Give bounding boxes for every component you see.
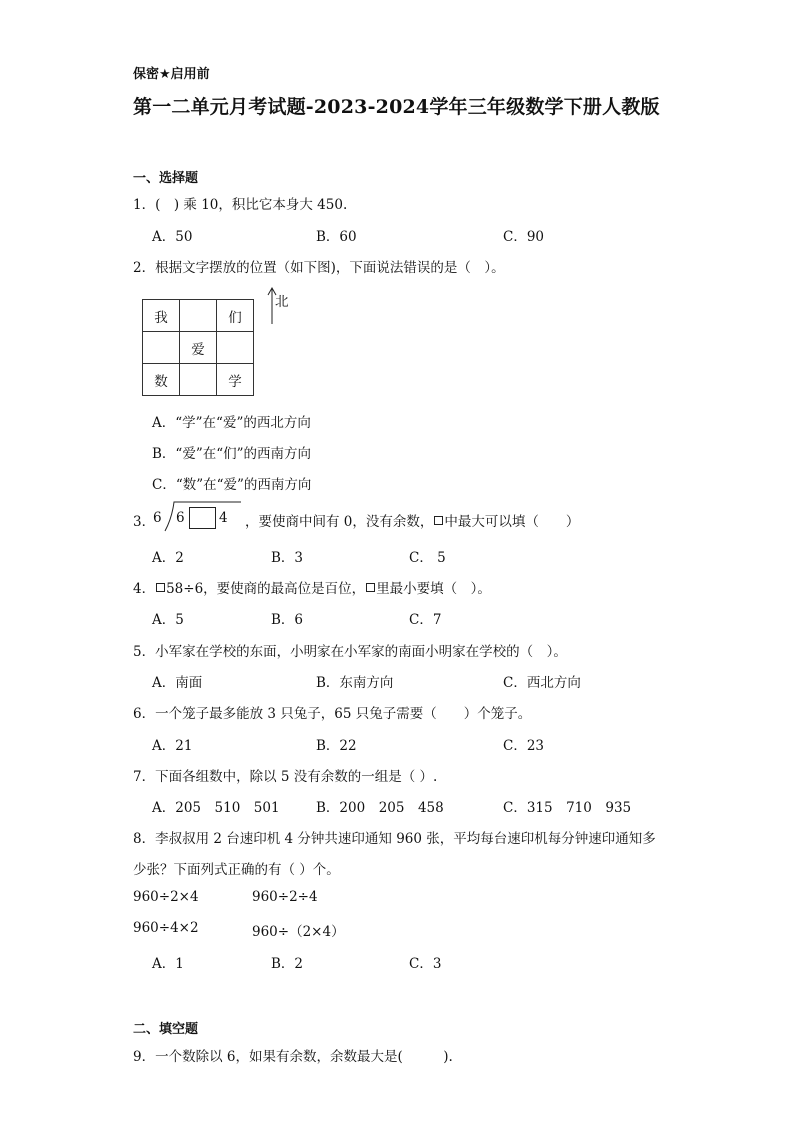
question-3-number: 3． (133, 514, 156, 530)
q3-option-c: C． 5 (409, 550, 446, 566)
q7-option-b: B．200 205 458 (316, 800, 444, 816)
grid-cell: 爱 (180, 332, 217, 364)
q4-option-a: A．5 (152, 612, 184, 628)
word-grid (142, 299, 254, 396)
q8-expression-3: 960÷4×2 (133, 920, 199, 936)
q4-option-c: C．7 (409, 612, 442, 628)
question-7: 7．下面各组数中，除以 5 没有余数的一组是（ ）. (133, 769, 438, 785)
q4-text-part-1: 4． (133, 581, 156, 597)
q2-option-b: B．“爱”在“们”的西南方向 (152, 446, 312, 462)
q8-expression-1: 960÷2×4 (133, 889, 199, 905)
question-8-line-1: 8．李叔叔用 2 台速印机 4 分钟共速印通知 960 张，平均每台速印机每分钟速印通知多 (133, 831, 656, 847)
q5-option-c: C．西北方向 (503, 675, 581, 691)
q7-option-a: A．205 510 501 (152, 800, 280, 816)
q7-option-c: C．315 710 935 (503, 800, 632, 816)
q3-text-part-2: 中最大可以填（ ） (444, 514, 580, 530)
grid-cell: 我 (143, 300, 180, 332)
question-2: 2．根据文字摆放的位置（如下图)，下面说法错误的是（ ）。 (133, 260, 505, 276)
q6-option-a: A．21 (152, 738, 193, 754)
q8-expression-4: 960÷（2×4） (252, 924, 345, 940)
section-choice-heading: 一、选择题 (133, 171, 199, 186)
grid-cell (180, 364, 217, 396)
q3-divisor: 6 (153, 510, 162, 526)
q8-option-a: A．1 (152, 956, 184, 972)
q4-text-part-2: 58÷6，要使商的最高位是百位， (166, 581, 366, 597)
question-8-line-2: 少张？下面列式正确的有（ ）个。 (133, 862, 340, 878)
grid-cell: 数 (143, 364, 180, 396)
section-fill-heading: 二、填空题 (133, 1022, 199, 1037)
grid-cell: 学 (217, 364, 254, 396)
q1-option-a: A．50 (152, 229, 193, 245)
north-label: 北 (275, 294, 289, 310)
question-4 (133, 577, 491, 597)
blank-square-icon (434, 516, 443, 525)
q3-dividend-digit-2: 4 (219, 510, 228, 526)
q8-expression-2: 960÷2÷4 (252, 889, 318, 905)
question-5: 5．小军家在学校的东面，小明家在小军家的南面小明家在学校的（ ）。 (133, 644, 567, 660)
question-1: 1．( ) 乘 10，积比它本身大 450. (133, 197, 348, 213)
q3-option-a: A．2 (152, 550, 184, 566)
q3-blank-box (189, 507, 216, 529)
question-6: 6．一个笼子最多能放 3 只兔子，65 只兔子需要（ ）个笼子。 (133, 706, 532, 722)
q3-text-part-1: ，要使商中间有 0，没有余数， (245, 514, 434, 530)
q2-option-c: C．“数”在“爱”的西南方向 (152, 477, 312, 493)
blank-square-icon (366, 583, 375, 592)
grid-cell (143, 332, 180, 364)
q3-dividend-digit-1: 6 (176, 510, 185, 526)
grid-cell: 们 (217, 300, 254, 332)
question-9: 9．一个数除以 6，如果有余数，余数最大是( ). (133, 1049, 453, 1065)
q8-option-c: C．3 (409, 956, 442, 972)
q1-option-c: C．90 (503, 229, 545, 245)
grid-cell (217, 332, 254, 364)
q2-option-a: A．“学”在“爱”的西北方向 (152, 415, 311, 431)
grid-cell (180, 300, 217, 332)
q4-text-part-3: 里最小要填（ ）。 (376, 581, 491, 597)
q5-option-b: B．东南方向 (316, 675, 394, 691)
q8-option-b: B．2 (271, 956, 304, 972)
q6-option-c: C．23 (503, 738, 545, 754)
page-title: 第一二单元月考试题-2023-2024学年三年级数学下册人教版 (133, 96, 660, 118)
q6-option-b: B．22 (316, 738, 357, 754)
q5-option-a: A．南面 (152, 675, 203, 691)
q4-option-b: B．6 (271, 612, 304, 628)
question-3-text (245, 510, 579, 530)
q3-option-b: B．3 (271, 550, 304, 566)
blank-square-icon (156, 583, 165, 592)
q1-option-b: B．60 (316, 229, 357, 245)
confidential-label: 保密★启用前 (133, 67, 210, 82)
